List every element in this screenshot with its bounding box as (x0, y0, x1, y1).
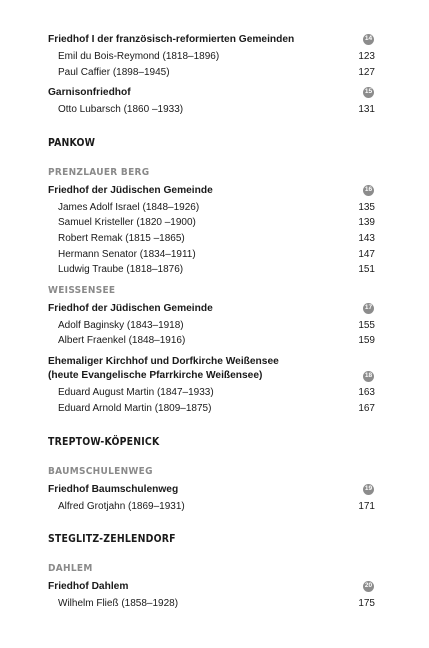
list-item[interactable] (48, 65, 375, 81)
cemetery-name: Garnisonfriedhof (48, 87, 131, 99)
person-name: Ludwig Traube (1818–1876) (58, 264, 184, 276)
district-heading: PANKOW (48, 136, 96, 149)
person-name: Samuel Kristeller (1820 –1900) (58, 217, 196, 229)
cemetery-heading (48, 580, 375, 595)
cemetery-heading (48, 302, 375, 317)
person-name: Adolf Baginsky (1843–1918) (58, 319, 184, 331)
person-name: Wilhelm Fließ (1858–1928) (58, 598, 179, 610)
person-name: Hermann Senator (1834–1911) (58, 248, 196, 260)
cemetery-name: Friedhof I der französisch-reformierten Gemeinden (48, 34, 295, 45)
location-number-badge: 14 (363, 34, 374, 45)
page-number: 155 (358, 319, 375, 331)
person-name: James Adolf Israel (1848–1926) (58, 201, 200, 213)
list-item[interactable] (48, 385, 375, 401)
person-name: Emil du Bois-Reymond (1818–1896) (58, 51, 220, 62)
location-number-badge: 16 (363, 185, 374, 196)
person-name: Paul Caffier (1898–1945) (58, 66, 170, 78)
person-name: Robert Remak (1815 –1865) (58, 232, 185, 244)
location-number-badge: 15 (363, 87, 374, 98)
page-number: 139 (358, 217, 375, 229)
subdistrict-heading: WEISSENSEE (48, 284, 116, 296)
cemetery-heading (48, 355, 375, 384)
person-name: Albert Fraenkel (1848–1916) (58, 335, 186, 347)
person-name: Eduard August Martin (1847–1933) (58, 387, 214, 399)
person-name: Otto Lubarsch (1860 –1933) (58, 104, 184, 116)
page-number: 127 (358, 66, 375, 78)
person-name: Eduard Arnold Martin (1809–1875) (58, 403, 212, 415)
subdistrict-heading: PRENZLAUER BERG (48, 166, 150, 178)
cemetery-group (48, 580, 375, 612)
cemetery-group (48, 302, 375, 349)
district-heading: TREPTOW-KÖPENICK (48, 435, 160, 448)
cemetery-group (48, 33, 375, 80)
list-item[interactable] (48, 215, 375, 231)
cemetery-heading (48, 184, 375, 199)
page-number: 167 (358, 403, 375, 415)
list-item[interactable] (48, 102, 375, 118)
page-number: 163 (358, 387, 375, 399)
cemetery-name: Friedhof der Jüdischen Gemeinde (48, 302, 213, 314)
cemetery-name: Friedhof der Jüdischen Gemeinde (48, 184, 213, 196)
list-item[interactable] (48, 231, 375, 247)
subdistrict-heading: BAUMSCHULENWEG (48, 465, 153, 477)
page-number: 171 (358, 500, 375, 512)
page-number: 151 (358, 264, 375, 276)
cemetery-name: Ehemaliger Kirchhof und Dorfkirche Weißensee (48, 355, 279, 367)
location-number-badge: 19 (363, 484, 374, 495)
person-name: Alfred Grotjahn (1869–1931) (58, 500, 185, 512)
location-number-badge: 17 (363, 303, 374, 314)
cemetery-name: Friedhof Dahlem (48, 581, 129, 593)
list-item[interactable] (48, 401, 375, 417)
list-item[interactable] (48, 318, 375, 334)
list-item[interactable] (48, 499, 375, 515)
cemetery-group (48, 483, 375, 515)
page-number: 131 (358, 104, 375, 116)
page-number: 159 (358, 335, 375, 347)
list-item[interactable] (48, 333, 375, 349)
cemetery-name: Friedhof Baumschulenweg (48, 483, 179, 495)
list-item[interactable] (48, 200, 375, 216)
list-item[interactable] (48, 247, 375, 263)
location-number-badge: 20 (363, 581, 374, 592)
page-number: 143 (358, 232, 375, 244)
subdistrict-heading: DAHLEM (48, 563, 93, 575)
cemetery-group (48, 355, 375, 417)
list-item[interactable] (48, 49, 375, 65)
page-number: 135 (358, 201, 375, 213)
district-heading: STEGLITZ-ZEHLENDORF (48, 533, 176, 546)
cemetery-name-subtitle: (heute Evangelische Pfarrkirche Weißensee) (48, 370, 263, 382)
cemetery-heading (48, 86, 375, 101)
list-item[interactable] (48, 596, 375, 612)
list-item[interactable] (48, 262, 375, 278)
table-of-contents (48, 33, 375, 612)
location-number-badge: 18 (363, 371, 374, 382)
page-number: 147 (358, 248, 375, 260)
cemetery-heading (48, 483, 375, 498)
cemetery-group (48, 86, 375, 118)
cemetery-heading (48, 33, 375, 48)
cemetery-group (48, 184, 375, 278)
page-number: 123 (358, 51, 375, 62)
page-number: 175 (358, 598, 375, 610)
